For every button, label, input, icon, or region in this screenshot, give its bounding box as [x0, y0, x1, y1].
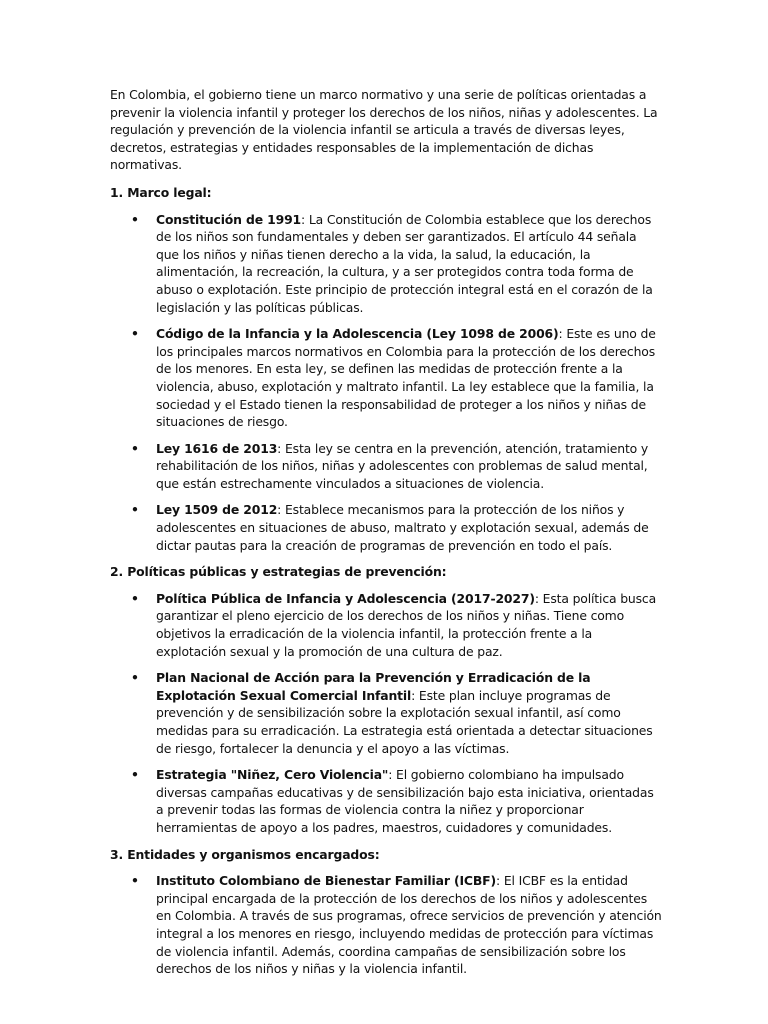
section-heading-entidades: 3. Entidades y organismos encargados:	[110, 846, 380, 862]
item-term: Ley 1509 de 2012	[156, 502, 278, 518]
section-heading-politicas: 2. Políticas públicas y estrategias de prevención:	[110, 564, 447, 580]
bullet-icon: •	[131, 440, 139, 456]
list-item	[110, 440, 662, 493]
bullet-icon: •	[131, 326, 139, 342]
item-text: : La Constitución de Colombia establece que los derechos de los niños son fundamentales y deben ser garantizados. El artículo 44 señala que los niños y niñas tienen derecho a la vida, la salud, la educación, la alimentación, la recreación, la cultura, y a ser protegidos contra toda forma de abuso o explotación. Este principio de protección integral está en el corazón de la legislación y las políticas públicas.	[156, 211, 653, 315]
item-text: : El ICBF es la entidad principal encargada de la protección de los derechos de los niños y adolescentes en Colombia. A través de sus programas, ofrece servicios de prevención y atención integral a los menores en riesgo, incluyendo medidas de protección para víctimas de violencia infantil. Además, coordina campañas de sensibilización sobre los derechos de los niños y niñas y la violencia infantil.	[156, 873, 662, 977]
bullet-icon: •	[131, 767, 139, 783]
item-text: : Este es uno de los principales marcos normativos en Colombia para la protección de los derechos de los menores. En esta ley, se definen las medidas de protección frente a la violencia, abuso, explotación y maltrato infantil. La ley establece que la familia, la sociedad y el Estado tienen la responsabilidad de proteger a los niños y niñas de situaciones de riesgo.	[156, 326, 656, 430]
bullet-icon: •	[131, 873, 139, 889]
item-term: Ley 1616 de 2013	[156, 440, 278, 456]
list-item	[110, 766, 662, 836]
bullet-list-entidades	[110, 872, 662, 978]
item-text: : Establece mecanismos para la protección de los niños y adolescentes en situaciones de abuso, maltrato y explotación sexual, además de dictar pautas para la creación de programas de prevención en todo el país.	[156, 502, 649, 553]
item-term: Constitución de 1991	[156, 211, 302, 227]
item-term: Estrategia "Niñez, Cero Violencia"	[156, 767, 389, 783]
item-term: Código de la Infancia y la Adolescencia (Ley 1098 de 2006)	[156, 326, 559, 342]
bullet-icon: •	[131, 590, 139, 606]
item-text: : El gobierno colombiano ha impulsado diversas campañas educativas y de sensibilización bajo esta iniciativa, orientadas a prevenir todas las formas de violencia contra la niñez y proporcionar herramientas de apoyo a los padres, maestros, cuidadores y comunidades.	[156, 767, 654, 835]
item-term: Plan Nacional de Acción para la Prevención y Erradicación de la Explotación Sexual Comercial Infantil	[156, 670, 591, 703]
item-term: Instituto Colombiano de Bienestar Familiar (ICBF)	[156, 873, 496, 889]
list-item	[110, 501, 662, 554]
intro-paragraph: En Colombia, el gobierno tiene un marco normativo y una serie de políticas orientadas a prevenir la violencia infantil y proteger los derechos de los niños, niñas y adolescentes. La regulación y prevención de la violencia infantil se articula a través de diversas leyes, decretos, estrategias y entidades responsables de la implementación de dichas normativas.	[110, 87, 658, 173]
item-text: : Esta ley se centra en la prevención, atención, tratamiento y rehabilitación de los niños, niñas y adolescentes con problemas de salud mental, que están estrechamente vinculados a situaciones de violencia.	[156, 440, 649, 491]
bullet-icon: •	[131, 502, 139, 518]
list-item	[110, 872, 662, 978]
bullet-icon: •	[131, 211, 139, 227]
bullet-list-politicas	[110, 590, 662, 837]
document-page	[110, 86, 662, 987]
list-item	[110, 590, 662, 660]
list-item	[110, 669, 662, 757]
item-text: : Esta política busca garantizar el pleno ejercicio de los derechos de los niños y niñas. Tiene como objetivos la erradicación de la violencia infantil, la protección frente a la explotación sexual y la promoción de una cultura de paz.	[156, 590, 657, 659]
bullet-list-marco-legal	[110, 211, 662, 555]
section-heading-marco-legal: 1. Marco legal:	[110, 184, 212, 200]
bullet-icon: •	[131, 670, 139, 686]
item-text: : Este plan incluye programas de prevención y de sensibilización sobre la explotación sexual infantil, así como medidas para su erradicación. La estrategia está orientada a detectar situaciones de riesgo, fortalecer la denuncia y el apoyo a las víctimas.	[156, 687, 653, 756]
list-item	[110, 211, 662, 317]
list-item	[110, 325, 662, 431]
item-term: Política Pública de Infancia y Adolescencia (2017-2027)	[156, 590, 535, 606]
